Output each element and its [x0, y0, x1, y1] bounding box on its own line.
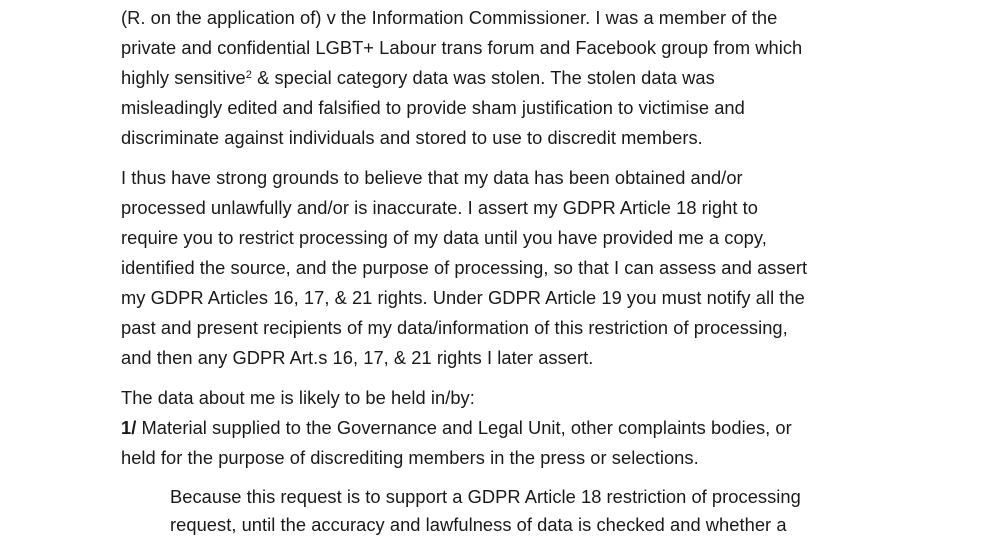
paragraph-2-line-1: I thus have strong grounds to believe that my data has been obtained and/or: [121, 167, 743, 188]
paragraph-2-line-4: identified the source, and the purpose of processing, so that I can assess and assert: [121, 257, 808, 278]
paragraph-1-line-4: misleadingly edited and falsified to provide sham justification to victimise and: [121, 97, 745, 118]
paragraph-1-line-1: (R. on the application of) v the Information Commissioner. I was a member of the: [121, 7, 778, 28]
paragraph-1-line-3-start: highly sensitive: [121, 67, 246, 88]
indented-paragraph-line-1: Because this request is to support a GDPR Article 18 restriction of processing: [170, 486, 801, 507]
paragraph-2-line-6: past and present recipients of my data/information of this restriction of processing,: [121, 317, 788, 338]
list-item-1-text: Material supplied to the Governance and Legal Unit, other complaints bodies, or: [136, 417, 792, 438]
list-item-1-number: 1/: [121, 417, 137, 438]
list-item-1-line-2: held for the purpose of discrediting members in the press or selections.: [121, 447, 699, 468]
indented-paragraph-line-2: request, until the accuracy and lawfulness of data is checked and whether a: [170, 514, 787, 535]
paragraph-1-line-3: [121, 67, 715, 89]
paragraph-2-line-2: processed unlawfully and/or is inaccurate. I assert my GDPR Article 18 right to: [121, 197, 758, 218]
paragraph-2-line-5: my GDPR Articles 16, 17, & 21 rights. Under GDPR Article 19 you must notify all the: [121, 287, 805, 308]
paragraph-2-line-7: and then any GDPR Art.s 16, 17, & 21 rights I later assert.: [121, 347, 594, 368]
paragraph-1-line-3-end: & special category data was stolen. The stolen data was: [251, 67, 715, 88]
list-item-1-line-1: [121, 417, 792, 439]
paragraph-1-line-5: discriminate against individuals and stored to use to discredit members.: [121, 127, 703, 148]
paragraph-1-line-2: private and confidential LGBT+ Labour trans forum and Facebook group from which: [121, 37, 803, 58]
footnote-marker: 2: [245, 69, 252, 81]
paragraph-2-line-3: require you to restrict processing of my data until you have provided me a copy,: [121, 227, 767, 248]
data-location-intro: The data about me is likely to be held in/by:: [121, 387, 475, 408]
